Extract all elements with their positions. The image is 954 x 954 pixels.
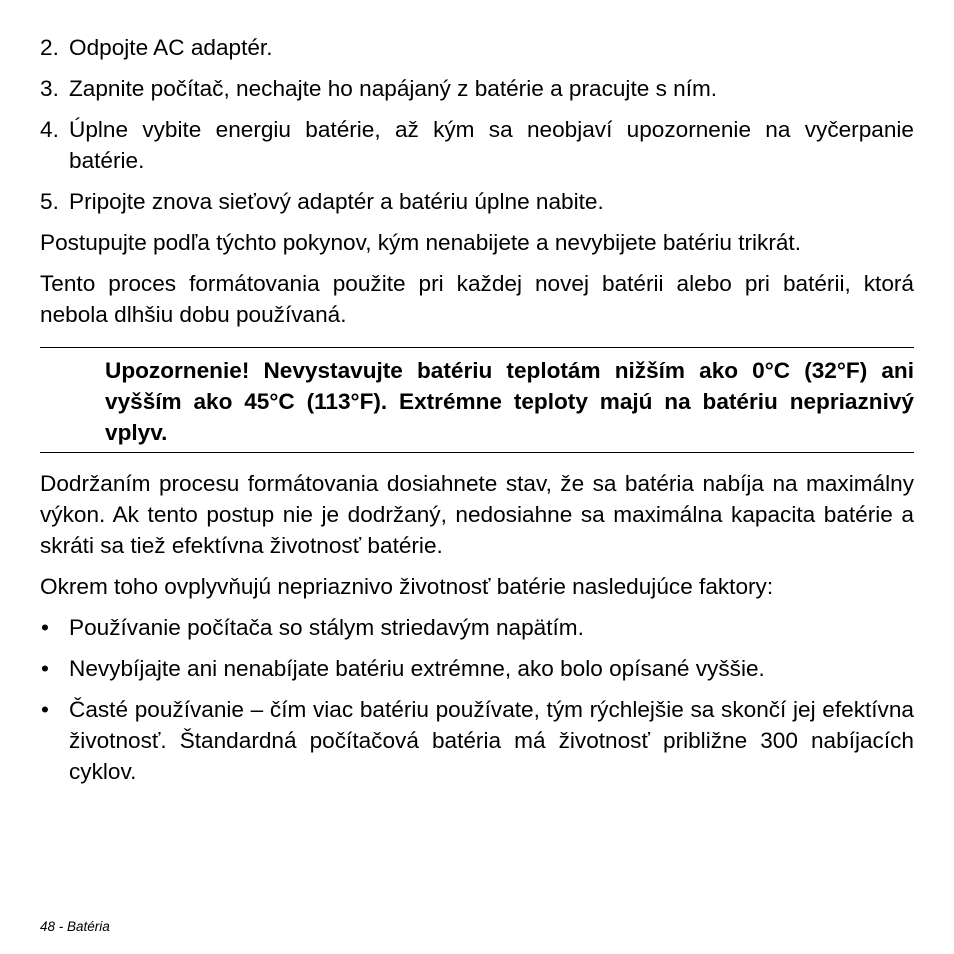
bullet-marker: • xyxy=(41,656,49,681)
bullet-item xyxy=(40,694,914,787)
step-text: Úplne vybite energiu batérie, až kým sa neobjaví upozornenie na vyčerpanie batérie. xyxy=(69,117,914,173)
step-text: Zapnite počítač, nechajte ho napájaný z batérie a pracujte s ním. xyxy=(69,76,718,101)
bullet-item xyxy=(40,612,914,643)
step-text: Odpojte AC adaptér. xyxy=(69,35,273,60)
bullet-marker: • xyxy=(41,615,49,640)
body-paragraph: Dodržaním procesu formátovania dosiahnete stav, že sa batéria nabíja na maximálny výkon. Ak tento postup nie je dodržaný, nedosiahne sa maximálna kapacita batérie a skráti sa tiež efektívna životnosť batérie. xyxy=(40,471,914,558)
bullet-marker: • xyxy=(41,697,49,722)
warning-box xyxy=(40,347,914,453)
bullet-text: Používanie počítača so stálym striedavým napätím. xyxy=(69,615,584,640)
bullet-item xyxy=(40,653,914,684)
step-item xyxy=(40,73,914,104)
page-content xyxy=(40,32,914,797)
step-number: 3. xyxy=(40,76,59,101)
step-text: Pripojte znova sieťový adaptér a batériu úplne nabite. xyxy=(69,189,604,214)
step-item xyxy=(40,186,914,217)
body-paragraph: Tento proces formátovania použite pri každej novej batérii alebo pri batérii, ktorá nebola dlhšiu dobu používaná. xyxy=(40,271,914,327)
step-number: 2. xyxy=(40,35,59,60)
warning-text: Upozornenie! Nevystavujte batériu teplotám nižším ako 0°C (32°F) ani vyšším ako 45°C (113°F). Extrémne teploty majú na batériu nepriaznivý vplyv. xyxy=(105,358,914,445)
step-number: 4. xyxy=(40,117,59,142)
step-item xyxy=(40,32,914,63)
bullet-text: Časté používanie – čím viac batériu používate, tým rýchlejšie sa skončí jej efektívna životnosť. Štandardná počítačová batéria má životnosť približne 300 nabíjacích cyklov. xyxy=(69,697,914,784)
body-paragraph: Okrem toho ovplyvňujú nepriaznivo životnosť batérie nasledujúce faktory: xyxy=(40,574,774,599)
step-number: 5. xyxy=(40,189,59,214)
body-paragraph: Postupujte podľa týchto pokynov, kým nenabijete a nevybijete batériu trikrát. xyxy=(40,230,801,255)
page-footer: 48 - Batéria xyxy=(40,919,110,934)
step-item xyxy=(40,114,914,176)
bullet-text: Nevybíjajte ani nenabíjate batériu extrémne, ako bolo opísané vyššie. xyxy=(69,656,765,681)
